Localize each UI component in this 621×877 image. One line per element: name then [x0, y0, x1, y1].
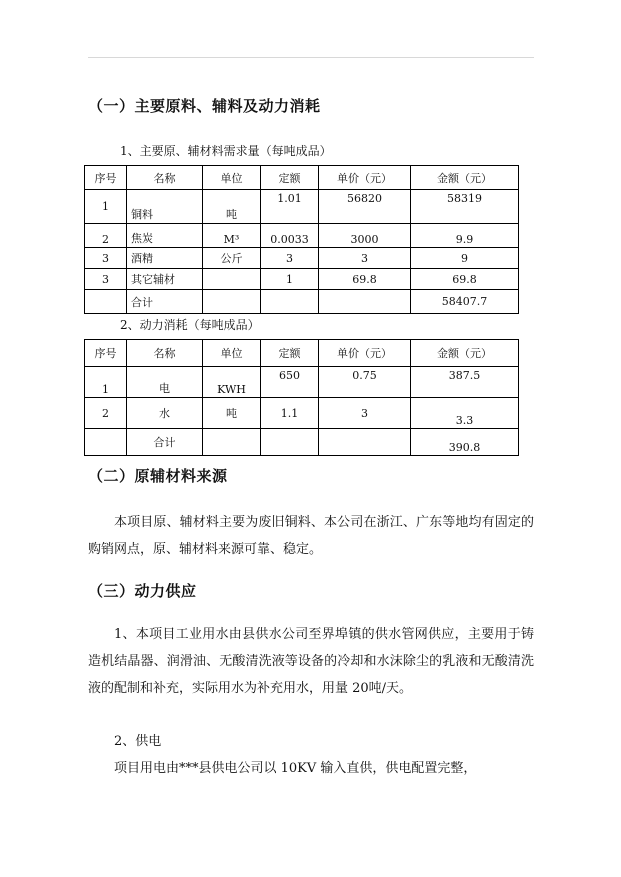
section1-title: （一）主要原料、辅料及动力消耗 — [88, 97, 321, 115]
table-cell: 0.75 — [319, 367, 411, 398]
table-cell: 2 — [85, 398, 127, 429]
table-cell — [203, 429, 261, 456]
table-header-row — [85, 340, 519, 367]
section2-body: 本项目原、辅材料主要为废旧铜料、本公司在浙江、广东等地均有固定的购销网点，原、辅材料来源可靠、稳定。 — [88, 515, 534, 557]
table-cell: 1 — [85, 190, 127, 224]
table-cell: 69.8 — [319, 269, 411, 290]
table-row — [85, 398, 519, 429]
power-supply-heading: 2、供电 — [114, 734, 162, 749]
header-cell: 序号 — [85, 340, 127, 367]
table-cell: 2 — [85, 224, 127, 248]
total-label: 合计 — [127, 290, 203, 314]
table-cell: 水 — [127, 398, 203, 429]
table-cell — [203, 269, 261, 290]
header-cell: 单位 — [203, 340, 261, 367]
table-cell — [261, 290, 319, 314]
table-row — [85, 269, 519, 290]
header-cell: 单位 — [203, 166, 261, 190]
table-cell: 9.9 — [411, 224, 519, 248]
header-cell: 定额 — [261, 166, 319, 190]
table-cell: 1.01 — [261, 190, 319, 224]
table-cell: 3 — [85, 248, 127, 269]
power-table — [84, 339, 519, 456]
table-cell: 3 — [319, 248, 411, 269]
table-cell: 公斤 — [203, 248, 261, 269]
table-cell: 56820 — [319, 190, 411, 224]
table-cell: 387.5 — [411, 367, 519, 398]
table-cell: 其它辅材 — [127, 269, 203, 290]
materials-table — [84, 165, 519, 314]
table-cell: 1.1 — [261, 398, 319, 429]
water-supply-paragraph: 1、本项目工业用水由县供水公司至界埠镇的供水管网供应，主要用于铸造机结晶器、润滑油、无酸清洗液等设备的冷却和水沫除尘的乳液和无酸清洗液的配制和补充，实际用水为补充用水，用量 20吨/天。 — [88, 627, 534, 696]
table-cell: 铜料 — [127, 190, 203, 224]
header-rule — [88, 57, 534, 58]
table-cell: 3 — [261, 248, 319, 269]
table-cell: 1 — [261, 269, 319, 290]
table-row — [85, 190, 519, 224]
table-cell: 3000 — [319, 224, 411, 248]
table-cell: 3 — [85, 269, 127, 290]
header-cell: 单价（元） — [319, 340, 411, 367]
table-row — [85, 248, 519, 269]
header-cell: 单价（元） — [319, 166, 411, 190]
table-cell: 酒精 — [127, 248, 203, 269]
table-cell: 58319 — [411, 190, 519, 224]
table-cell — [203, 290, 261, 314]
table-cell: 焦炭 — [127, 224, 203, 248]
table-cell — [85, 290, 127, 314]
total-label: 合计 — [127, 429, 203, 456]
table-cell: 3 — [319, 398, 411, 429]
total-amount: 58407.7 — [411, 290, 519, 314]
header-cell: 序号 — [85, 166, 127, 190]
table-cell — [319, 290, 411, 314]
table-header-row — [85, 166, 519, 190]
table-cell: 吨 — [203, 398, 261, 429]
table-cell: M³ — [203, 224, 261, 248]
total-amount: 390.8 — [411, 429, 519, 456]
table-total-row — [85, 290, 519, 314]
header-cell: 名称 — [127, 166, 203, 190]
power-caption: 2、动力消耗（每吨成品） — [120, 318, 260, 332]
materials-caption: 1、主要原、辅材料需求量（每吨成品） — [120, 144, 332, 158]
table-cell: 吨 — [203, 190, 261, 224]
header-cell: 金额（元） — [411, 340, 519, 367]
table-cell: 650 — [261, 367, 319, 398]
table-row — [85, 224, 519, 248]
table-cell: KWH — [203, 367, 261, 398]
table-cell: 3.3 — [411, 398, 519, 429]
table-cell — [261, 429, 319, 456]
table-cell: 0.0033 — [261, 224, 319, 248]
table-cell: 69.8 — [411, 269, 519, 290]
table-row — [85, 367, 519, 398]
table-cell — [319, 429, 411, 456]
power-supply-body: 项目用电由***县供电公司以 10KV 输入直供，供电配置完整， — [114, 761, 477, 776]
table-cell: 9 — [411, 248, 519, 269]
header-cell: 金额（元） — [411, 166, 519, 190]
table-cell: 1 — [85, 367, 127, 398]
table-cell: 电 — [127, 367, 203, 398]
table-cell — [85, 429, 127, 456]
header-cell: 名称 — [127, 340, 203, 367]
header-cell: 定额 — [261, 340, 319, 367]
table-total-row — [85, 429, 519, 456]
section2-title: （二）原辅材料来源 — [88, 467, 228, 485]
section3-title: （三）动力供应 — [88, 582, 197, 600]
